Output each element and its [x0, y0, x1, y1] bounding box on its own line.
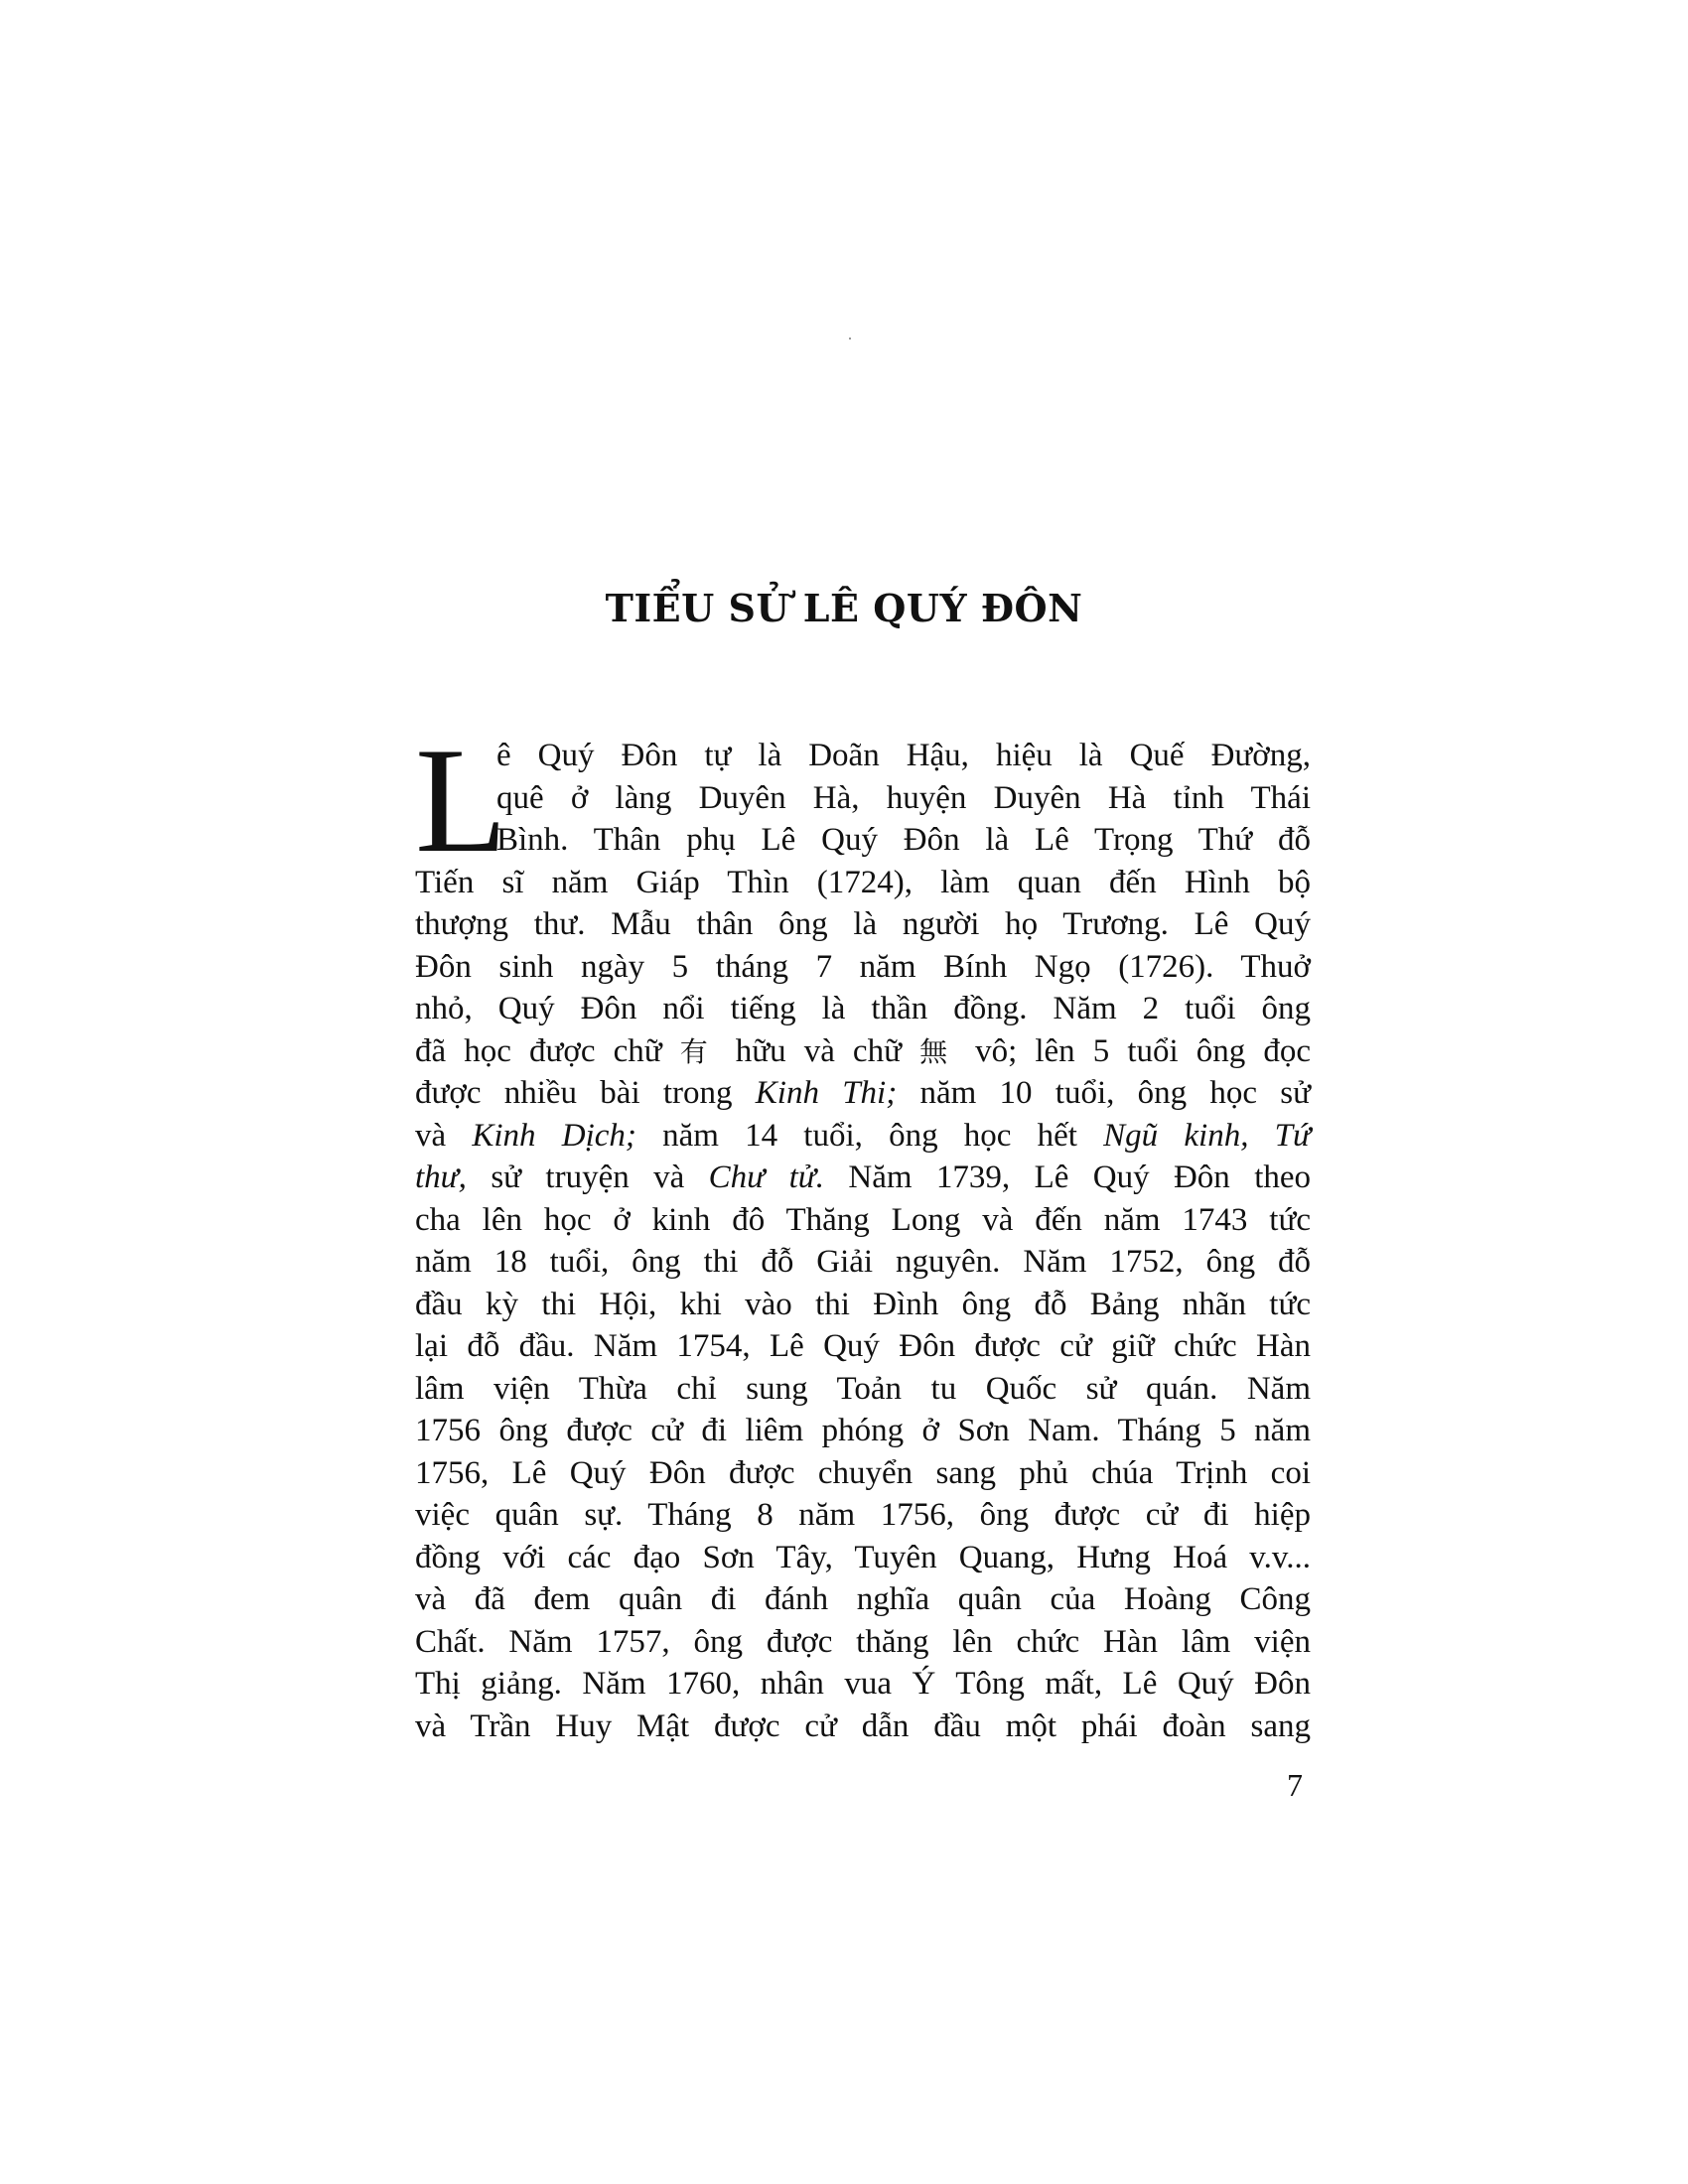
text-run: và	[415, 1117, 447, 1154]
book-title-kinh-thi: Kinh Thi;	[755, 1075, 898, 1111]
text-line: Tiến sĩ năm Giáp Thìn (1724), làm quan đến Hình bộ	[415, 864, 1311, 900]
text-line: lại đỗ đầu. Năm 1754, Lê Quý Đôn được cử giữ chức Hàn	[415, 1328, 1311, 1364]
text-line: 1756, Lê Quý Đôn được chuyển sang phủ chúa Trịnh coi	[415, 1454, 1311, 1491]
biography-paragraph	[415, 717, 1312, 1747]
page-title: TIỂU SỬ LÊ QUÝ ĐÔN	[605, 586, 1083, 630]
text-line: Bình. Thân phụ Lê Quý Đôn là Lê Trọng Thứ đỗ	[496, 822, 1311, 858]
text-run: năm 10 tuổi, ông học sử	[919, 1075, 1312, 1111]
page-number: 7	[1287, 1767, 1303, 1803]
text-line-mixed	[415, 1157, 1311, 1199]
text-line: đầu kỳ thi Hội, khi vào thi Đình ông đỗ Bảng nhãn tức	[415, 1286, 1311, 1322]
text-line: việc quân sự. Tháng 8 năm 1756, ông được cử đi hiệp	[415, 1497, 1311, 1533]
text-run: được nhiều bài trong	[415, 1075, 733, 1111]
chinese-character-you: 有	[679, 1034, 718, 1068]
text-run: đã học được chữ	[415, 1032, 662, 1069]
text-line: lâm viện Thừa chỉ sung Toản tu Quốc sử quán. Năm	[415, 1370, 1311, 1407]
text-line: Thị giảng. Năm 1760, nhân vua Ý Tông mất, Lê Quý Đôn	[415, 1666, 1311, 1702]
chinese-character-wu: 無	[919, 1034, 957, 1068]
book-title-ngu-kinh: Ngũ kinh, Tứ	[1103, 1117, 1312, 1154]
scan-speck	[849, 338, 851, 340]
book-title-kinh-dich: Kinh Dịch;	[472, 1117, 636, 1154]
book-title-thu: thư,	[415, 1160, 467, 1195]
text-line: ê Quý Đôn tự là Doãn Hậu, hiệu là Quế Đường,	[496, 738, 1311, 773]
text-line-mixed	[415, 1072, 1311, 1115]
text-line: và đã đem quân đi đánh nghĩa quân của Hoàng Công	[415, 1581, 1311, 1617]
text-run: sử truyện và	[491, 1160, 685, 1195]
book-title-chu-tu: Chư tử.	[708, 1160, 824, 1195]
text-line: đồng với các đạo Sơn Tây, Tuyên Quang, Hưng Hoá v.v...	[415, 1539, 1311, 1575]
text-line: nhỏ, Quý Đôn nổi tiếng là thần đồng. Năm 2 tuổi ông	[415, 991, 1311, 1026]
text-run: Năm 1739, Lê Quý Đôn theo	[848, 1160, 1312, 1195]
text-line: và Trần Huy Mật được cử dẫn đầu một phái đoàn sang	[415, 1707, 1311, 1744]
text-line: năm 18 tuổi, ông thi đỗ Giải nguyên. Năm 1752, ông đỗ	[415, 1244, 1311, 1280]
text-line-mixed	[415, 1030, 1311, 1073]
text-line: 1756 ông được cử đi liêm phóng ở Sơn Nam. Tháng 5 năm	[415, 1413, 1311, 1448]
text-line: Đôn sinh ngày 5 tháng 7 năm Bính Ngọ (1726). Thuở	[415, 948, 1311, 985]
text-line: thượng thư. Mẫu thân ông là người họ Trương. Lê Quý	[415, 906, 1311, 942]
drop-cap-letter: L	[415, 717, 507, 884]
text-line: Chất. Năm 1757, ông được thăng lên chức Hàn lâm viện	[415, 1623, 1311, 1660]
text-line: cha lên học ở kinh đô Thăng Long và đến năm 1743 tức	[415, 1201, 1311, 1238]
text-run: hữu và chữ	[735, 1032, 902, 1069]
text-line-mixed	[415, 1115, 1311, 1158]
text-line: quê ở làng Duyên Hà, huyện Duyên Hà tỉnh Thái	[496, 779, 1311, 816]
text-run: năm 14 tuổi, ông học hết	[662, 1117, 1077, 1154]
text-run: vô; lên 5 tuổi ông đọc	[975, 1032, 1312, 1069]
